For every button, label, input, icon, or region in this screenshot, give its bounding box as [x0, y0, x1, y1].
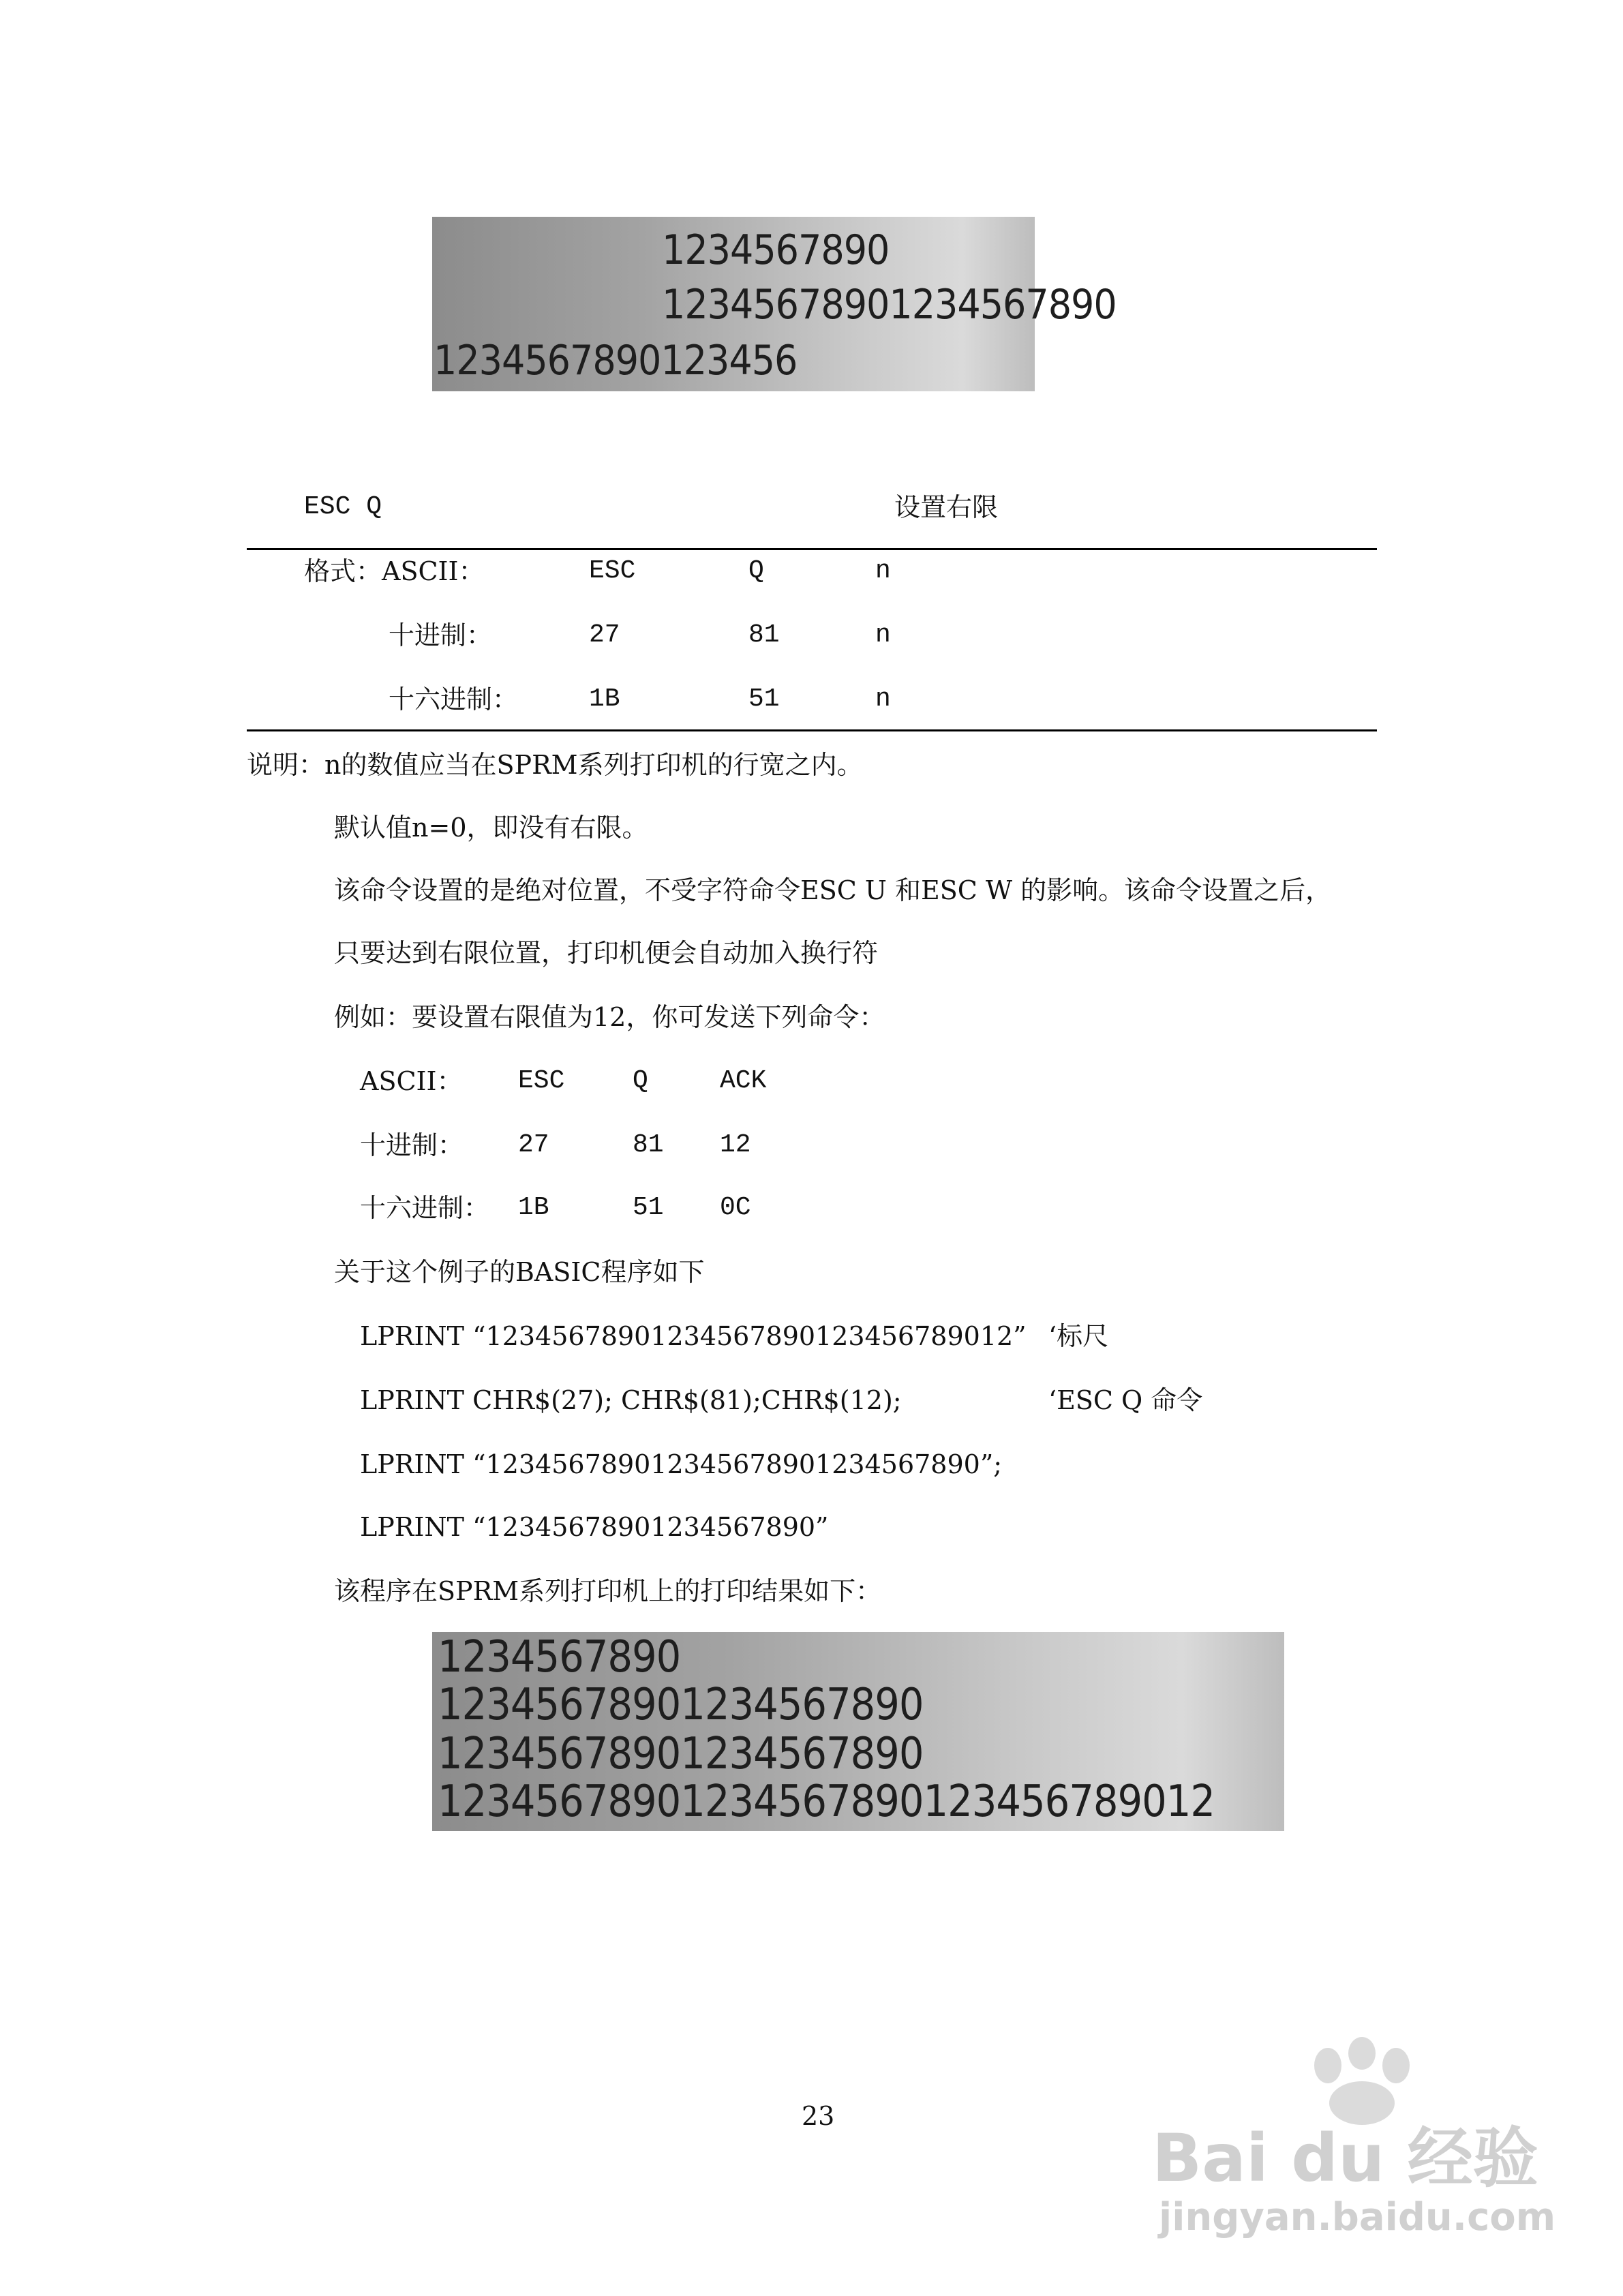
basic-comment: ‘标尺 [1048, 1321, 1109, 1351]
photo-line: 1234567890 [438, 1632, 681, 1682]
example-cell: ESC [518, 1066, 565, 1096]
print-result-photo-bottom [432, 1632, 1284, 1831]
format-cell: 51 [748, 684, 780, 714]
basic-code-line: LPRINT “123456789012345678901234567890”; [360, 1449, 1003, 1479]
format-cell: 81 [748, 620, 780, 650]
format-cell: 27 [589, 620, 620, 650]
basic-code-line: LPRINT CHR$(27); CHR$(81);CHR$(12); [360, 1385, 902, 1415]
example-label: ASCII： [360, 1066, 463, 1096]
description-line: 例如：要设置右限值为12，你可发送下列命令： [334, 1002, 885, 1032]
result-intro: 该程序在SPRM系列打印机上的打印结果如下： [334, 1576, 882, 1606]
photo-line: 12345678901234567890123456789012 [438, 1777, 1215, 1827]
example-cell: ACK [720, 1066, 767, 1096]
format-cell: Q [748, 556, 764, 586]
example-label: 十进制： [360, 1130, 464, 1160]
basic-comment: ‘ESC Q 命令 [1048, 1385, 1203, 1415]
format-cell: n [875, 620, 891, 650]
command-title: 设置右限 [894, 492, 999, 522]
photo-line: 12345678901234567890 [662, 281, 1117, 329]
description-line: 该命令设置的是绝对位置，不受字符命令ESC U 和ESC W 的影响。该命令设置之后， [334, 875, 1332, 905]
watermark-brand: Bai du 经验 [1152, 2120, 1538, 2196]
format-cell: n [875, 684, 891, 714]
basic-code-line: LPRINT “12345678901234567890” [360, 1512, 829, 1542]
photo-line: 12345678901234567890 [438, 1729, 924, 1779]
command-name: ESC Q [304, 492, 382, 522]
format-cell: ESC [589, 556, 636, 586]
format-label-decimal: 十进制： [389, 620, 493, 650]
example-cell: 12 [720, 1130, 751, 1160]
format-cell: n [875, 556, 891, 586]
format-cell: 1B [589, 684, 620, 714]
table-top-rule [247, 548, 1377, 550]
example-cell: 27 [518, 1130, 549, 1160]
example-cell: 0C [720, 1193, 751, 1222]
photo-line: 1234567890 [662, 226, 890, 274]
example-cell: 1B [518, 1193, 549, 1222]
photo-line: 1234567890123456 [434, 337, 798, 384]
example-label: 十六进制： [360, 1193, 490, 1223]
table-bottom-rule [247, 729, 1377, 731]
example-cell: 81 [633, 1130, 664, 1160]
description-line: 默认值n=0，即没有右限。 [334, 813, 648, 843]
print-result-photo-top [432, 217, 1117, 391]
description-line: 只要达到右限位置，打印机便会自动加入换行符 [334, 938, 879, 968]
photo-line: 12345678901234567890 [438, 1680, 924, 1730]
basic-code-line: LPRINT “12345678901234567890123456789012” [360, 1321, 1027, 1351]
page-number: 23 [802, 2101, 835, 2131]
watermark-url: jingyan.baidu.com [1159, 2195, 1556, 2239]
example-cell: 51 [633, 1193, 664, 1222]
example-cell: Q [633, 1066, 648, 1096]
format-label-hex: 十六进制： [389, 684, 519, 714]
format-label-ascii: 格式：ASCII： [304, 556, 485, 586]
description-line: 说明：n的数值应当在SPRM系列打印机的行宽之内。 [247, 750, 863, 780]
basic-intro: 关于这个例子的BASIC程序如下 [334, 1257, 705, 1287]
